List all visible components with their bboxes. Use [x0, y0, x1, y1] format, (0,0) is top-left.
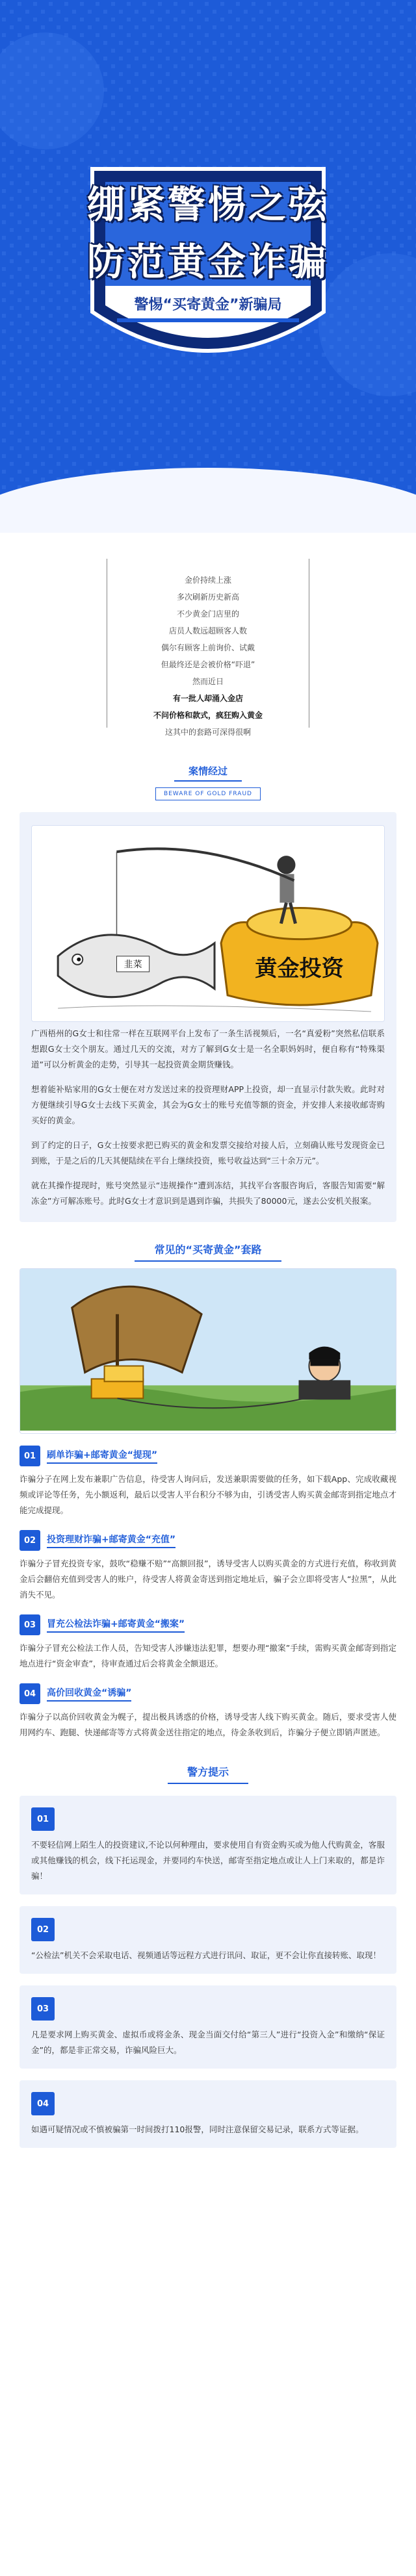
case-heading-en: BEWARE OF GOLD FRAUD	[155, 787, 261, 800]
trick-title: 投资理财诈骗+邮寄黄金“充值”	[47, 1533, 176, 1548]
case-illustration	[31, 825, 385, 1022]
intro-line: 然而近日	[192, 677, 224, 686]
warning-text: “公检法”机关不会采取电话、视频通话等远程方式进行讯问、取证，更不会让你直接转账、取现！	[31, 1950, 381, 1961]
intro-line: 店员人数远超顾客人数	[168, 626, 247, 635]
case-paragraph: 想着能补贴家用的G女士便在对方发送过来的投资理财APP上投资，却一直显示付款失败。此时对方便继续引导G女士去线下买黄金，其会为G女士的账号充值等额的资金，并安排人来接收邮寄购买好的黄金。	[31, 1084, 385, 1126]
trap-illustration	[20, 1269, 396, 1431]
case-paragraph: 到了约定的日子，G女士按要求把已购买的黄金和发票交接给对接人后，立刻确认账号发现资金已到账，于是之后的几天其便陆续在平台上继续投资，账号收益达到“三十余万元”。	[31, 1140, 385, 1166]
warning-number-badge: 03	[31, 1997, 55, 2021]
trick-title: 刷单诈骗+邮寄黄金“提现”	[47, 1448, 157, 1464]
gold-investment-label: 黄金投资	[255, 955, 344, 982]
trick-body: 诈骗分子冒充公检法工作人员，告知受害人涉嫌违法犯罪，想要办理“撤案”手续，需购买黄金邮寄到指定地点进行“资金审查”，待审查通过后会将黄金全额退还。	[20, 1643, 396, 1669]
intro-line: 多次刷新历史新高	[176, 593, 239, 602]
trick-number-badge: 04	[20, 1683, 40, 1704]
trick-body: 诈骗分子冒充投资专家，鼓吹“稳赚不赔”“高额回报”，诱导受害人以购买黄金的方式进行充值，称收到黄金后会翻倍充值到受害人的账户，待受害人将黄金寄送到指定地址后，骗子会立即将受害人“拉黑”，从此消失不见。	[20, 1559, 396, 1600]
trick-list	[0, 1446, 416, 1741]
trick-number-badge: 01	[20, 1446, 40, 1466]
warnings-heading	[0, 1760, 416, 1784]
case-paragraph: 广西梧州的G女士和往常一样在互联网平台上发布了一条生活视频后，一名“真爱粉”突然私信联系想跟G女士交个朋友。通过几天的交流，对方了解到G女士是一名全职妈妈时，便自称有“特殊渠道”可以分析黄金的走势，引导其一起投资黄金期货赚钱。	[31, 1028, 385, 1070]
trick-body: 诈骗分子以高价回收黄金为幌子，提出极具诱惑的价格，诱导受害人线下购买黄金。随后，要求受害人使用网约车、跑腿、快递邮寄等方式将黄金送往指定的地点，待金条收到后，诈骗分子便立即销声匿迹。	[20, 1712, 396, 1738]
trick-item-head	[20, 1446, 396, 1466]
tricks-heading	[0, 1238, 416, 1262]
warning-card	[20, 1796, 396, 1894]
intro-line: 不少黄金门店里的	[176, 609, 239, 618]
case-paragraph: 就在其操作提现时，账号突然显示“违规操作”遭到冻结，其找平台客服咨询后，客服告知需要“解冻金”方可解冻账号。此时G女士才意识到是遇到诈骗，共损失了80000元，遂去公安机关报案。	[31, 1180, 385, 1206]
case-paragraphs	[31, 1026, 385, 1209]
fishing-scam-illustration	[32, 826, 384, 1021]
warning-card	[20, 1985, 396, 2069]
intro-line: 金价持续上涨	[184, 576, 231, 585]
warning-number-badge: 04	[31, 2092, 55, 2115]
intro-line: 有一批人却涌入金店	[172, 694, 243, 703]
bottom-spacer	[0, 2148, 416, 2167]
warning-number-badge: 02	[31, 1918, 55, 1941]
trick-item	[20, 1683, 396, 1741]
trick-item	[20, 1530, 396, 1603]
hero-subtitle: 警惕“买寄黄金”新骗局	[134, 297, 282, 313]
trick-title: 高价回收黄金“诱骗”	[47, 1686, 131, 1702]
case-panel	[20, 812, 396, 1222]
intro-line: 但最终还是会被价格“吓退”	[161, 660, 255, 669]
hero-banner	[0, 0, 416, 533]
trick-item-head	[20, 1530, 396, 1551]
warning-card	[20, 1906, 396, 1974]
trick-number-badge: 02	[20, 1530, 40, 1551]
warning-text: 如遇可疑情况或不慎被骗第一时间拨打110报警，同时注意保留交易记录，联系方式等证据。	[31, 2124, 364, 2135]
case-heading-title: 案情经过	[174, 764, 242, 782]
hero-title-line1: 绷紧警惕之弦	[86, 183, 329, 227]
trick-title: 冒充公检法诈骗+邮寄黄金“搬案”	[47, 1617, 185, 1633]
tricks-heading-title: 常见的“买寄黄金”套路	[135, 1238, 281, 1262]
hero-subtitle-underline	[117, 318, 299, 322]
fish-label: 韭菜	[124, 959, 142, 970]
intro-line: 不问价格和款式，疯狂购入黄金	[153, 711, 263, 720]
trick-item-head	[20, 1683, 396, 1704]
warning-number-badge: 01	[31, 1807, 55, 1831]
trick-item	[20, 1446, 396, 1518]
warnings-heading-title: 警方提示	[168, 1760, 248, 1784]
trick-item-head	[20, 1614, 396, 1635]
warning-list	[20, 1796, 396, 2148]
intro-lines	[26, 572, 390, 741]
warning-text: 不要轻信网上陌生人的投资建议,不论以何种理由，要求使用自有资金购买或为他人代购黄金，客服或其他赚钱的机会，线下托运现金，并要同约车快送，邮寄至指定地点或让人上门来取的，都是诈骗！	[31, 1840, 385, 1881]
intro-line: 这其中的套路可深得很啊	[164, 728, 251, 737]
intro-poem	[0, 533, 416, 747]
trick-number-badge: 03	[20, 1614, 40, 1635]
warning-card	[20, 2080, 396, 2148]
tricks-illustration	[20, 1268, 396, 1434]
trick-item	[20, 1614, 396, 1672]
warning-text: 凡是要求网上购买黄金、虚拟币或将金条、现金当面交付给“第三人”进行“投资入金”和缴纳“保证金”的，都是非正常交易，诈骗风险巨大。	[31, 2030, 385, 2056]
hero-title-line2: 防范黄金诈骗	[86, 240, 329, 284]
intro-line: 偶尔有顾客上前询价、试戴	[161, 643, 255, 652]
trick-body: 诈骗分子在网上发布兼职广告信息，待受害人询问后，发送兼职需要做的任务，如下载App、完成收藏视频或评论等任务，先小额返利，最后以受害人平台积分不够为由，引诱受害人购买黄金邮寄到指定地点才能完成提现。	[20, 1474, 396, 1516]
case-heading	[0, 764, 416, 800]
